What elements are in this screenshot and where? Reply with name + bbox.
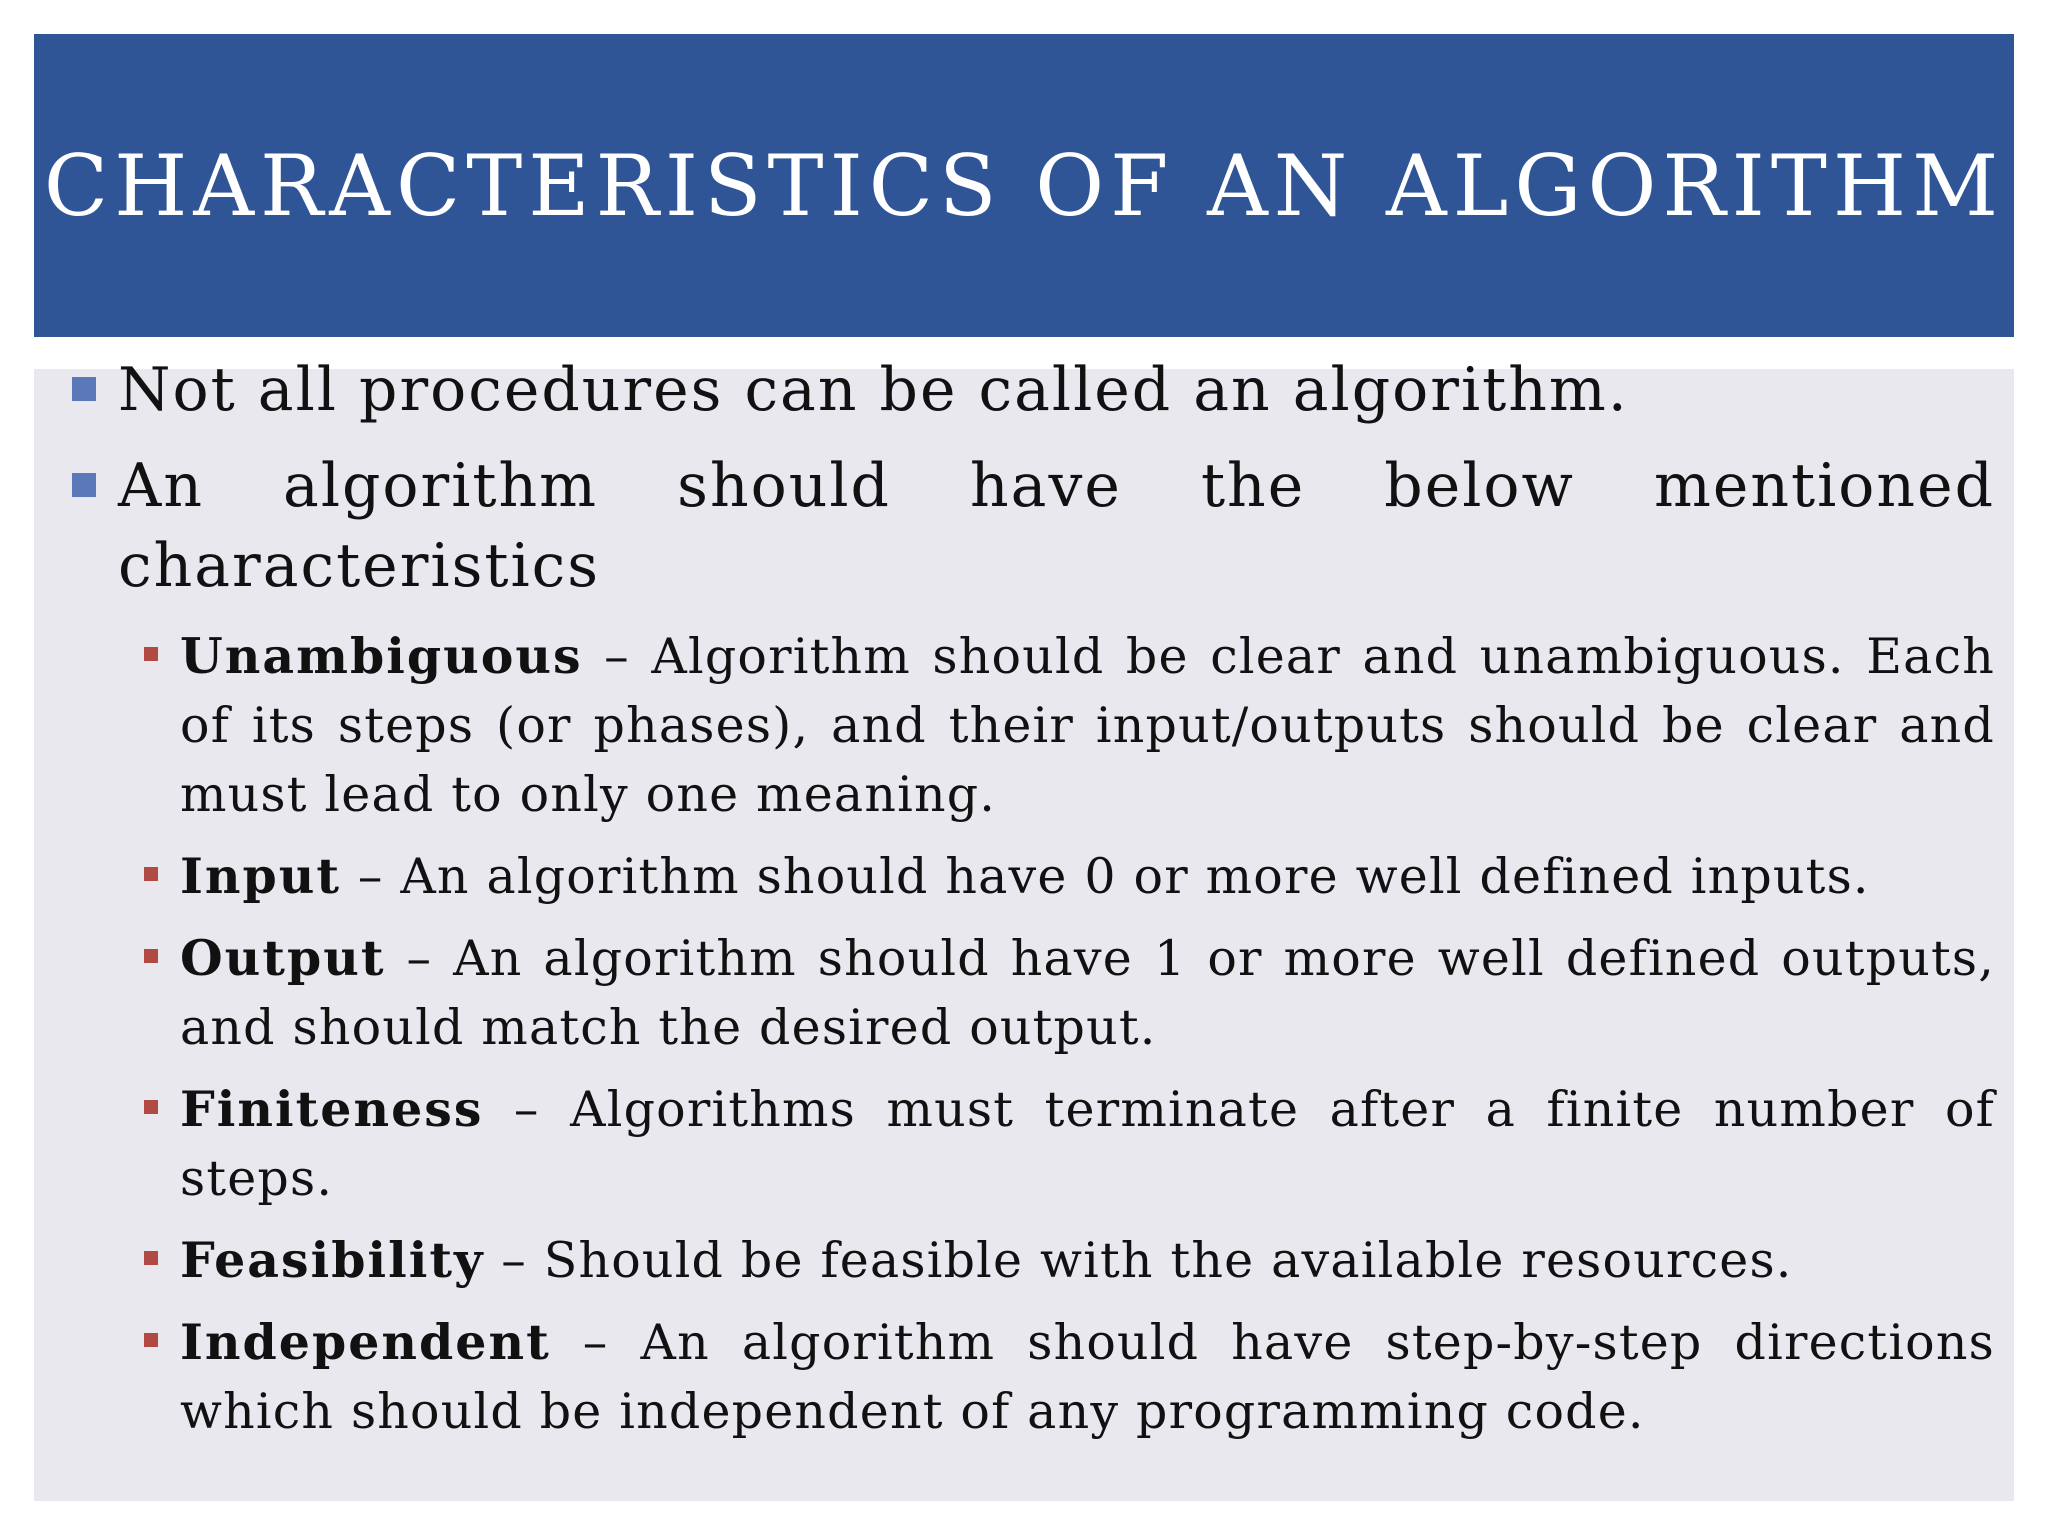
title-bar	[34, 34, 2014, 337]
characteristic-term: Feasibility	[180, 1231, 485, 1289]
characteristic-term: Output	[180, 929, 386, 987]
characteristic-description: – Algorithm should be clear and unambiguous. Each of its steps (or phases), and their input/outputs should be clear and must lead to only one meaning.	[180, 628, 1995, 823]
characteristic-term: Independent	[180, 1313, 551, 1371]
characteristic-item	[180, 1308, 1995, 1446]
bullet-item	[70, 350, 1995, 430]
square-bullet-icon	[72, 377, 96, 401]
characteristic-description: – An algorithm should have 1 or more well defined outputs, and should match the desired output.	[180, 930, 1995, 1056]
characteristic-description: – An algorithm should have 0 or more well defined inputs.	[341, 848, 1870, 905]
characteristic-term: Finiteness	[180, 1080, 484, 1138]
bullet-text: An algorithm should have the below mentioned characteristics	[118, 451, 1995, 601]
square-bullet-icon	[144, 867, 158, 881]
bullet-item	[70, 446, 1995, 606]
characteristic-term: Input	[180, 847, 342, 905]
square-bullet-icon	[144, 1333, 158, 1347]
characteristic-description: – An algorithm should have step-by-step directions which should be independent of any programming code.	[180, 1314, 1995, 1440]
characteristic-description: – Algorithms must terminate after a finite number of steps.	[180, 1081, 1995, 1207]
square-bullet-icon	[72, 473, 96, 497]
characteristic-description: – Should be feasible with the available resources.	[484, 1232, 1793, 1289]
square-bullet-icon	[144, 949, 158, 963]
characteristic-item	[180, 842, 1995, 911]
characteristic-item	[180, 924, 1995, 1062]
characteristic-item	[180, 1075, 1995, 1213]
characteristic-term: Unambiguous	[180, 627, 583, 685]
square-bullet-icon	[144, 1100, 158, 1114]
content-body	[70, 350, 1995, 1459]
characteristics-list	[70, 622, 1995, 1446]
characteristic-item	[180, 622, 1995, 829]
characteristic-item	[180, 1226, 1995, 1295]
square-bullet-icon	[144, 647, 158, 661]
square-bullet-icon	[144, 1251, 158, 1265]
bullet-text: Not all procedures can be called an algorithm.	[118, 355, 1629, 425]
slide-title: CHARACTERISTICS OF AN ALGORITHM	[43, 136, 2005, 235]
